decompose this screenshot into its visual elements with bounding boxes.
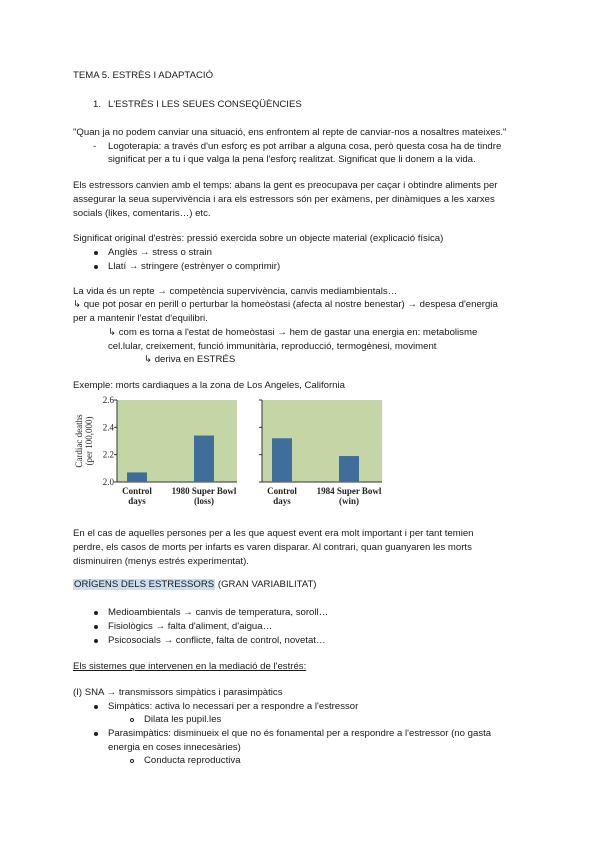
bar: [194, 436, 214, 482]
origens-bullet-1: Medioambientals → canvis de temperatura, soroll…: [108, 607, 329, 618]
origens-bullet-3: Psicosocials → conflicte, falta de control, novetat…: [108, 635, 326, 646]
dash-marker: -: [93, 141, 97, 152]
vida-line-3: per a mantenir l'estat d'equilibri.: [73, 313, 208, 324]
simpatic-line: Simpàtics: activa lo necessari per a respondre a l'estressor: [108, 701, 359, 712]
example-caption: Exemple: morts cardiaques a la zona de Los Angeles, California: [73, 380, 345, 391]
y-tick-label: 2.2: [102, 449, 114, 460]
x-category-label: Control: [122, 486, 152, 496]
y-axis-label: [74, 414, 94, 468]
x-category-sublabel: (loss): [194, 496, 214, 506]
vida-line-5: cel.lular, creixement, funció immunitària, reproducció, termogènesi, moviment: [108, 341, 437, 352]
bullet-circle-icon: [130, 718, 134, 722]
y-tick-label: 2.0: [102, 477, 114, 487]
estressors-line-1: Els estressors canvien amb el temps: abans la gent es preocupava per caçar i obtindre aliments per: [73, 180, 498, 191]
sna-line: (I) SNA → transmissors simpàtics i parasimpàtics: [73, 687, 283, 698]
bullet-circle-icon: [130, 759, 134, 763]
estressors-line-3: socials (likes, comentaris…) etc.: [73, 208, 211, 219]
quote: "Quan ja no podem canviar una situació, ens enfrontem al repte de canviar-nos a nosaltres mateixes.": [73, 127, 507, 138]
parasimpatic-line-1: Parasimpàtics: disminueix el que no és fonamental per a respondre a l'estressor (no gasta: [108, 728, 492, 739]
y-tick-label: 2.6: [102, 395, 114, 405]
vida-line-6: ↳ deriva en ESTRÉS: [144, 354, 236, 365]
bullet-dot-icon: [94, 251, 98, 255]
origens-heading: [73, 578, 317, 591]
x-category-label: 1980 Super Bowl: [171, 486, 237, 496]
after-chart-line-3: disminuiren (menys estrés experimentat).: [73, 556, 249, 567]
logoterapia-line-1: Logoterapia: a través d'un esforç es pot arribar a alguna cosa, però questa cosa ha de tindre: [108, 141, 502, 152]
cardiac-deaths-chart: [72, 392, 392, 522]
logoterapia-line-2: significat per a tu i que valga la pena l'esforç realitzat. Significat que li donem a la vida.: [108, 154, 476, 165]
origens-bullet-2: Fisiològics → falta d'aliment, d'aigua…: [108, 621, 273, 632]
section-heading: L'ESTRÈS I LES SEUES CONSEQÜÈNCIES: [108, 99, 302, 110]
sistemes-heading: Els sistemes que intervenen en la mediació de l'estrés:: [73, 661, 307, 672]
x-category-label: 1984 Super Bowl: [316, 486, 382, 496]
vida-line-4: ↳ com es torna a l'estat de homeòstasi → hem de gastar una energia en: metabolisme: [108, 327, 478, 338]
section-number: 1.: [93, 99, 102, 110]
bullet-dot-icon: [94, 705, 98, 709]
origens-highlight: ORÍGENS DELS ESTRESSORS: [74, 579, 215, 590]
chart-panel-bg: [117, 400, 237, 482]
origens-rest: (GRAN VARIABILITAT): [215, 579, 317, 590]
simpatic-sub: Dilata les pupil.les: [144, 714, 222, 725]
significat-line: Significat original d'estrès: pressió exercida sobre un objecte material (explicació física): [73, 233, 444, 244]
y-axis-label-line-2: (per 100,000): [84, 416, 94, 466]
bullet-dot-icon: [94, 732, 98, 736]
bullet-dot-icon: [94, 639, 98, 643]
estressors-line-2: assegurar la seua supervivència i ara els estressors són per exàmens, per dinàmiques a les xarxes: [73, 194, 495, 205]
after-chart-line-1: En el cas de aquelles persones per a les que aquest event era molt important i per tant temien: [73, 528, 474, 539]
parasimpatic-line-2: energia en coses innecesàries): [108, 742, 241, 753]
page-title: TEMA 5. ESTRÈS I ADAPTACIÓ: [73, 70, 214, 81]
after-chart-line-2: perdre, els casos de morts per infarts es varen disparar. Al contrari, quan guanyaren les morts: [73, 542, 472, 553]
vida-line-2: ↳ que pot posar en perill o perturbar la homeòstasi (afecta al nostre benestar) → despesa d'energia: [73, 299, 498, 310]
y-axis-label-line-1: Cardiac deaths: [74, 414, 84, 468]
bar: [272, 438, 292, 482]
bar: [339, 456, 359, 482]
x-category-label: Control: [267, 486, 297, 496]
parasimpatic-sub: Conducta reproductiva: [144, 755, 241, 766]
x-category-sublabel: (win): [339, 496, 359, 506]
significat-bullet-2: Llatí → stringere (estrènyer o comprimir): [108, 261, 281, 272]
x-category-sublabel: days: [273, 496, 291, 506]
vida-line-1: La vida és un repte → competència supervivència, canvis mediambientals…: [73, 286, 398, 297]
y-tick-label: 2.4: [102, 422, 114, 433]
x-category-sublabel: days: [128, 496, 146, 506]
bar: [127, 472, 147, 482]
bullet-dot-icon: [94, 611, 98, 615]
significat-bullet-1: Anglès → stress o strain: [108, 247, 212, 258]
bullet-dot-icon: [94, 265, 98, 269]
bullet-dot-icon: [94, 625, 98, 629]
